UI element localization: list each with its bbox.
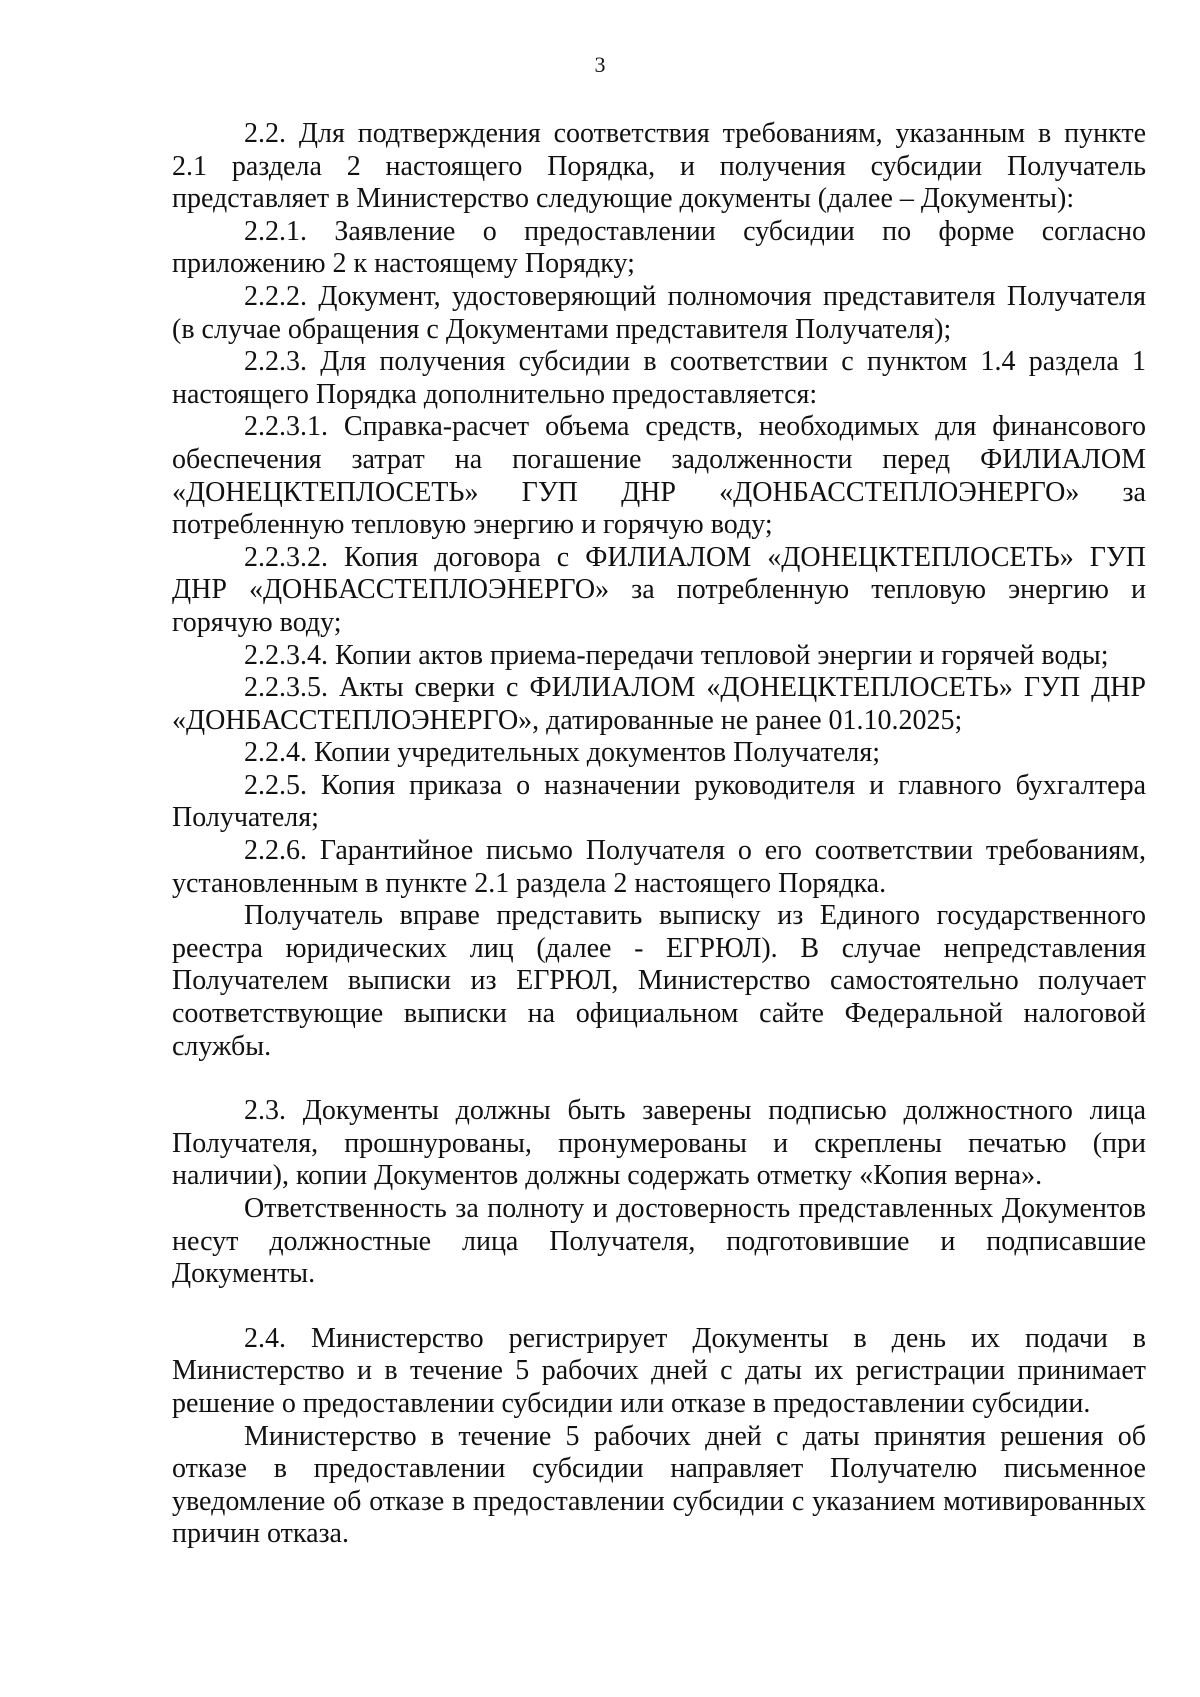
paragraph-2-3: 2.3. Документы должны быть заверены подписью должностного лица Получателя, прошнурованы, пронумерованы и скреплены печатью (при наличии), копии Документов должны содержать отметку «Копия верна». xyxy=(172,1095,1146,1192)
paragraph-2-2-6: 2.2.6. Гарантийное письмо Получателя о его соответствии требованиям, установленным в пункте 2.1 раздела 2 настоящего Порядка. xyxy=(172,835,1146,899)
paragraph-2-2-3: 2.2.3. Для получения субсидии в соответствии с пунктом 1.4 раздела 1 настоящего Порядка дополнительно предоставляется: xyxy=(172,346,1146,410)
page-number: 3 xyxy=(594,52,606,77)
document-body xyxy=(172,118,1146,1551)
paragraph-responsibility: Ответственность за полноту и достоверность представленных Документов несут должностные лица Получателя, подготовившие и подписавшие Документы. xyxy=(172,1193,1146,1290)
paragraph-2-2-4: 2.2.4. Копии учредительных документов Получателя; xyxy=(244,737,881,769)
paragraph-2-2-5: 2.2.5. Копия приказа о назначении руководителя и главного бухгалтера Получателя; xyxy=(172,769,1146,834)
paragraph-2-2-3-5: 2.2.3.5. Акты сверки с ФИЛИАЛОМ «ДОНЕЦКТЕПЛОСЕТЬ» ГУП ДНР «ДОНБАССТЕПЛОЭНЕРГО», датированные не ранее 01.10.2025; xyxy=(172,672,1146,736)
paragraph-2-2-3-4: 2.2.3.4. Копии актов приема-передачи тепловой энергии и горячей воды; xyxy=(244,639,1109,671)
paragraph-2-4: 2.4. Министерство регистрирует Документы в день их подачи в Министерство и в течение 5 рабочих дней с даты их регистрации принимает решение о предоставлении субсидии или отказе в предоставлении субсидии. xyxy=(172,1322,1146,1419)
paragraph-egrul-note: Получатель вправе представить выписку из Единого государственного реестра юридических лиц (далее - ЕГРЮЛ). В случае непредставления Получателем выписки из ЕГРЮЛ, Министерство самостоятельно получает соответствующие выписки на официальном сайте Федеральной налоговой службы. xyxy=(172,900,1146,1062)
paragraph-2-2-3-2: 2.2.3.2. Копия договора с ФИЛИАЛОМ «ДОНЕЦКТЕПЛОСЕТЬ» ГУП ДНР «ДОНБАССТЕПЛОЭНЕРГО» за потребленную тепловую энергию и горячую воду; xyxy=(172,541,1146,638)
paragraph-2-2: 2.2. Для подтверждения соответствия требованиям, указанным в пункте 2.1 раздела 2 настоящего Порядка, и получения субсидии Получатель представляет в Министерство следующие документы (далее – Документы): xyxy=(172,118,1146,215)
paragraph-2-2-2: 2.2.2. Документ, удостоверяющий полномочия представителя Получателя (в случае обращения с Документами представителя Получателя); xyxy=(172,280,1146,345)
paragraph-2-2-1: 2.2.1. Заявление о предоставлении субсидии по форме согласно приложению 2 к настоящему Порядку; xyxy=(172,215,1146,280)
paragraph-2-2-3-1: 2.2.3.1. Справка-расчет объема средств, необходимых для финансового обеспечения затрат на погашение задолженности перед ФИЛИАЛОМ «ДОНЕЦКТЕПЛОСЕТЬ» ГУП ДНР «ДОНБАССТЕПЛОЭНЕРГО» за потребленную тепловую энергию и горячую воду; xyxy=(172,411,1146,541)
paragraph-refusal-notice: Министерство в течение 5 рабочих дней с даты принятия решения об отказе в предоставлении субсидии направляет Получателю письменное уведомление об отказе в предоставлении субсидии с указанием мотивированных причин отказа. xyxy=(172,1420,1146,1550)
